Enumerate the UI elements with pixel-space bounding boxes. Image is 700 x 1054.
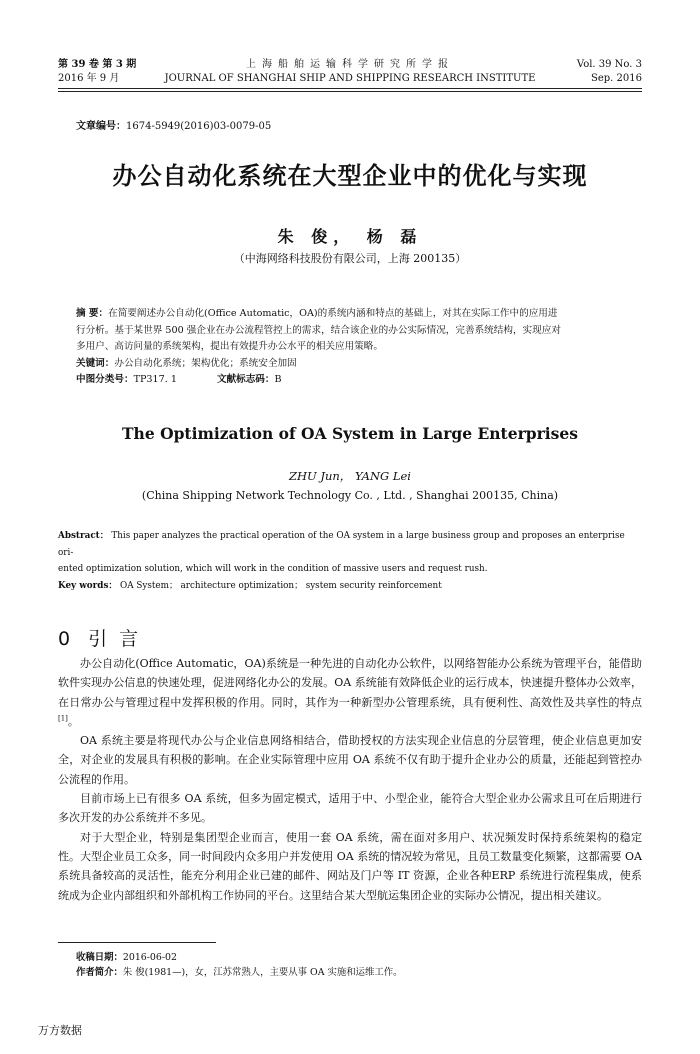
- article-number-label: 文章编号：: [76, 121, 126, 132]
- title-en: The Optimization of OA System in Large Enterprises: [122, 424, 578, 443]
- text-line: 目前市场上已有很多 OA 系统，但多为固定模式，适用于中、小型企业，能符合大型企业办公需求且可在: [80, 792, 598, 806]
- journal-name-en: JOURNAL OF SHANGHAI SHIP AND SHIPPING RESEARCH INSTITUTE: [164, 73, 536, 84]
- volume-line: 第 39 卷 第 3 期: [58, 59, 137, 70]
- abstract-cn-text-3: 多用户、高访问量的系统架构，提出有效提升办公水平的相关应用策略。: [76, 341, 383, 352]
- paragraph-4: [58, 828, 642, 905]
- keywords-cn-label: 关键词：: [76, 357, 115, 369]
- section-heading: [58, 624, 150, 651]
- author-bio-value: 朱 俊(1981—)，女，江苏常熟人，主要从事 OA 实施和运维工作。: [122, 967, 403, 978]
- body-text: [58, 654, 642, 905]
- journal-name-cn: 上海船舶运输科学研究所学报: [246, 59, 454, 70]
- authors-cn: 朱 俊， 杨 磊: [277, 227, 423, 246]
- section-title: 引言: [88, 628, 151, 650]
- abstract-cn-label: 摘 要：: [76, 308, 109, 319]
- abstract-cn-line: [76, 306, 636, 323]
- volume-line-en: Vol. 39 No. 3: [576, 59, 642, 70]
- header-rule-top: [58, 88, 642, 89]
- text-line: 对于大型企业，特别是集团型企业而言，使用一套 OA 系统，需在面对多用户、状况频发时保持系统架构: [80, 830, 609, 844]
- title-cn: 办公自动化系统在大型企业中的优化与实现: [112, 162, 588, 190]
- keywords-en: [58, 578, 638, 595]
- section-number: 0: [58, 628, 71, 650]
- text-line: ERP 系统进行流程集成，使系统成为企业内部组织和外部机构工作协同的平台。这里结合某大型航运集团: [58, 869, 642, 902]
- keywords-cn-value: 办公自动化系统；架构优化；系统安全加固: [114, 357, 297, 369]
- text-line: 后期进行多次开发的办公系统并不多见。: [58, 792, 643, 825]
- paragraph-1: [58, 654, 642, 731]
- footnote-received: [76, 951, 177, 965]
- footnote-rule: [58, 942, 216, 943]
- doc-code-label: 文献标志码：: [216, 374, 275, 385]
- text-line: OA 系统主要是将现代办公与企业信息网络相结合，借助授权的方法实现企业信息的分层管理，使企业: [80, 734, 586, 748]
- keywords-en-label: Key words：: [58, 580, 118, 591]
- header-rule-bottom: [58, 91, 642, 92]
- date-line-en: Sep. 2016: [591, 73, 642, 84]
- article-number-value: 1674-5949(2016)03-0079-05: [126, 121, 272, 132]
- clc-label: 中图分类号：: [76, 374, 134, 385]
- text-line: 的稳定性。大型企业员工众多，同一时间段内众多用户并发使用 OA 系统的情况较为常见，且员工数量变化: [58, 830, 643, 863]
- text-line: 快速提升整体办公效率，在日常办公与管理过程中发挥积极的作用。同时，其作为一种新型办公管理系统，: [58, 676, 642, 709]
- text-line: 频繁，这都需要 OA 系统具备较高的灵活性，能充分利用企业已建的邮件、网站及门户等 IT 资源，企业各种: [58, 849, 643, 883]
- text-line: 企业的实际办公情况，提出相关建议。: [421, 888, 608, 902]
- abstract-en-line: [58, 528, 638, 561]
- received-label: 收稿日期：: [76, 952, 123, 963]
- abstract-en: [58, 528, 638, 594]
- text-line: 。: [67, 714, 79, 728]
- text-line: 台，能借助软件实现办公信息的快速处理，促进网络化办公的发展。OA 系统能有效降低企业的运行成本，: [58, 657, 642, 690]
- text-line: 信息更加安全，对企业的发展具有积极的影响。在企业实际管理中应用 OA 系统不仅有助于提升企业办公: [58, 734, 642, 767]
- text-line: 具有便利性、高效性及共享性的特点: [462, 695, 642, 709]
- abstract-en-label: Abstract：: [58, 531, 109, 541]
- watermark: 万方数据: [38, 1024, 82, 1037]
- footnote-author: [76, 966, 402, 980]
- classification-line: [76, 372, 636, 389]
- abstract-en-text-1: This paper analyzes the practical operation of the OA system in a large business group and proposes an enterprise ori-: [58, 531, 625, 558]
- received-value: 2016-06-02: [122, 952, 177, 963]
- abstract-cn-text-2: 行分析。基于某世界 500 强企业在办公流程管控上的需求，结合该企业的办公实际情况，完善系统结构，实现应对: [76, 324, 561, 336]
- citation-ref[interactable]: [1]: [58, 714, 68, 723]
- volume-issue-en: [577, 58, 642, 86]
- paragraph-2: [58, 731, 642, 789]
- text-line: 办公自动化(Office Automatic，OA)系统是一种先进的自动化办公软件，以网络智能办公系统为管理平: [80, 657, 587, 670]
- clc-value: TP317. 1: [133, 374, 177, 385]
- abstract-cn-text-1: 在简要阐述办公自动化(Office Automatic，OA)的系统内涵和特点的基础上，对其在实际工作中的应用进: [108, 308, 558, 319]
- keywords-cn: [76, 356, 636, 373]
- abstract-cn: [76, 306, 636, 389]
- journal-name: [58, 58, 642, 86]
- doc-code-value: B: [274, 374, 282, 385]
- affiliation-en: (China Shipping Network Technology Co. , Ltd. , Shanghai 200135, China): [141, 489, 559, 502]
- running-header: [58, 58, 642, 88]
- affiliation-cn: （中海网络科技股份有限公司，上海 200135）: [233, 252, 467, 265]
- keywords-en-value: OA System； architecture optimization； system security reinforcement: [120, 580, 442, 591]
- author-bio-label: 作者简介：: [76, 967, 123, 978]
- abstract-en-text-2: ented optimization solution, which will work in the condition of massive users and request rush.: [58, 564, 488, 574]
- authors-en: ZHU Jun， YANG Lei: [289, 469, 411, 483]
- date-line: 2016 年 9 月: [58, 73, 120, 84]
- article-number: [76, 117, 271, 132]
- paragraph-3: [58, 789, 642, 828]
- text-line: 的质量，还能起到管控办公流程的作用。: [58, 753, 643, 786]
